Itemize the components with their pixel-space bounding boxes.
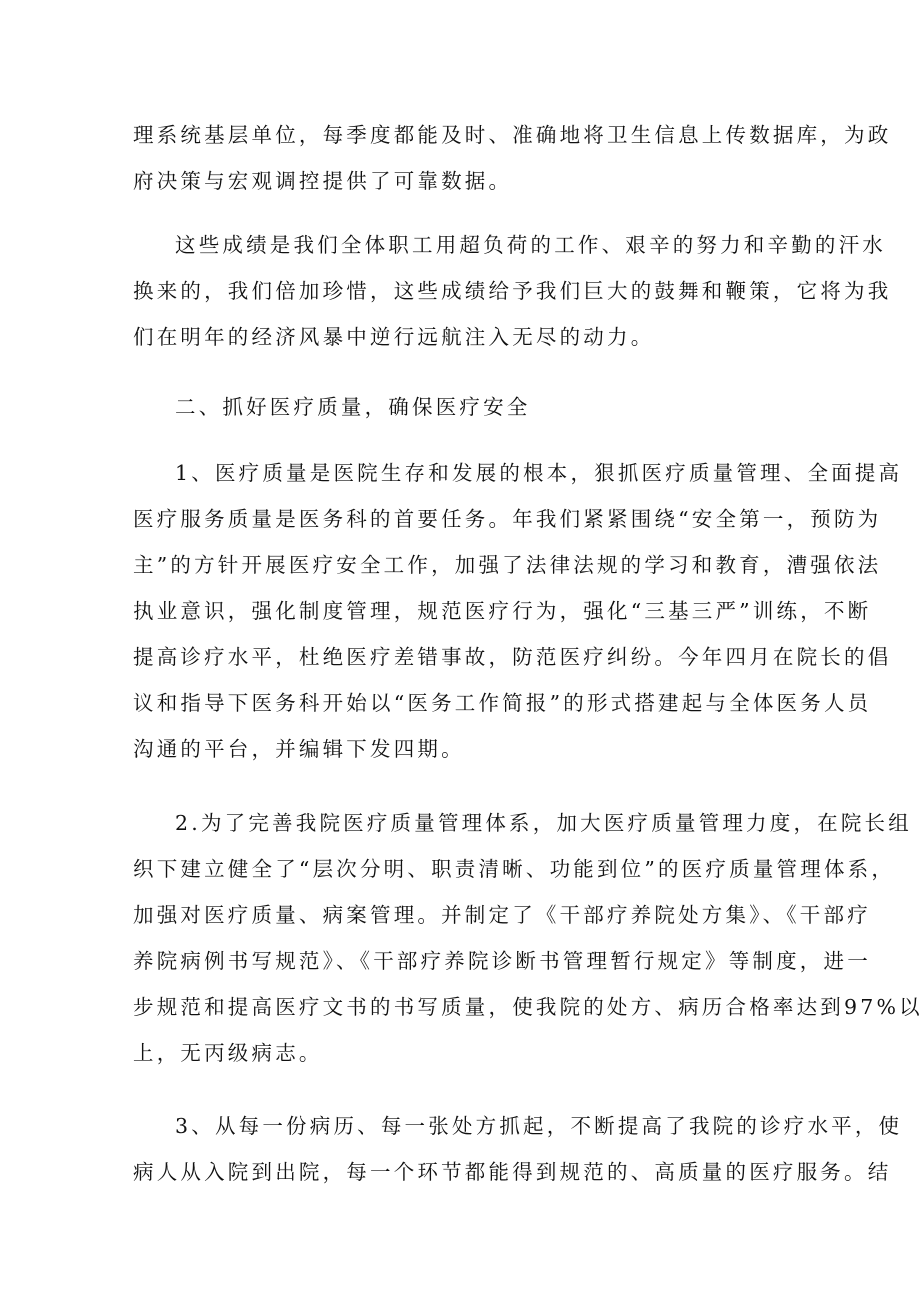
text-line: 上，无丙级病志。 — [133, 1041, 323, 1065]
paragraph-achievements — [133, 222, 892, 360]
text-line: 沟通的平台，并编辑下发四期。 — [133, 737, 465, 761]
text-line: 这些成绩是我们全体职工用超负荷的工作、艰辛的努力和辛勤的汗水 — [175, 233, 886, 257]
text-line: 主”的方针开展医疗安全工作，加强了法律法规的学习和教育，漕强依法 — [133, 553, 882, 577]
text-line: 加强对医疗质量、病案管理。并制定了《干部疗养院处方集》、《干部疗 — [133, 903, 871, 927]
text-line: 议和指导下医务科开始以“医务工作简报”的形式搭建起与全体医务人员 — [133, 691, 872, 715]
text-line: 1、医疗质量是医院生存和发展的根本，狠抓医疗质量管理、全面提高 — [175, 461, 903, 485]
paragraph-continuation — [133, 112, 892, 204]
paragraph-item-2 — [133, 800, 923, 1076]
text-line: 2.为了完善我院医疗质量管理体系，加大医疗质量管理力度，在院长组 — [175, 811, 912, 835]
text-line: 理系统基层单位，每季度都能及时、准确地将卫生信息上传数据库，为政 — [133, 123, 892, 147]
text-line: 府决策与宏观调控提供了可靠数据。 — [133, 169, 513, 193]
heading-line: 二、抓好医疗质量，确保医疗安全 — [175, 395, 531, 419]
text-line: 换来的，我们倍加珍惜，这些成绩给予我们巨大的鼓舞和鞭策，它将为我 — [133, 279, 892, 303]
text-line: 3、从每一份病历、每一张处方抓起，不断提高了我院的诊疗水平，使 — [175, 1114, 903, 1138]
text-line: 病人从入院到出院，每一个环节都能得到规范的、高质量的医疗服务。结 — [133, 1160, 892, 1184]
text-line: 医疗服务质量是医务科的首要任务。年我们紧紧围绕“安全第一，预防为 — [133, 507, 882, 531]
paragraph-item-3 — [133, 1103, 903, 1195]
text-line: 执业意识，强化制度管理，规范医疗行为，强化“三基三严”训练，不断 — [133, 599, 872, 623]
text-line: 织下建立健全了“层次分明、职责清晰、功能到位”的医疗质量管理体系， — [133, 857, 896, 881]
paragraph-item-1 — [133, 450, 903, 772]
text-line: 步规范和提高医疗文书的书写质量，使我院的处方、病历合格率达到97%以 — [133, 995, 923, 1019]
section-heading — [133, 384, 783, 430]
text-line: 养院病例书写规范》、《干部疗养院诊断书管理暂行规定》等制度，进一 — [133, 949, 871, 973]
text-line: 们在明年的经济风暴中逆行远航注入无尽的动力。 — [133, 325, 655, 349]
text-line: 提高诊疗水平，杜绝医疗差错事故，防范医疗纠纷。今年四月在院长的倡 — [133, 645, 892, 669]
